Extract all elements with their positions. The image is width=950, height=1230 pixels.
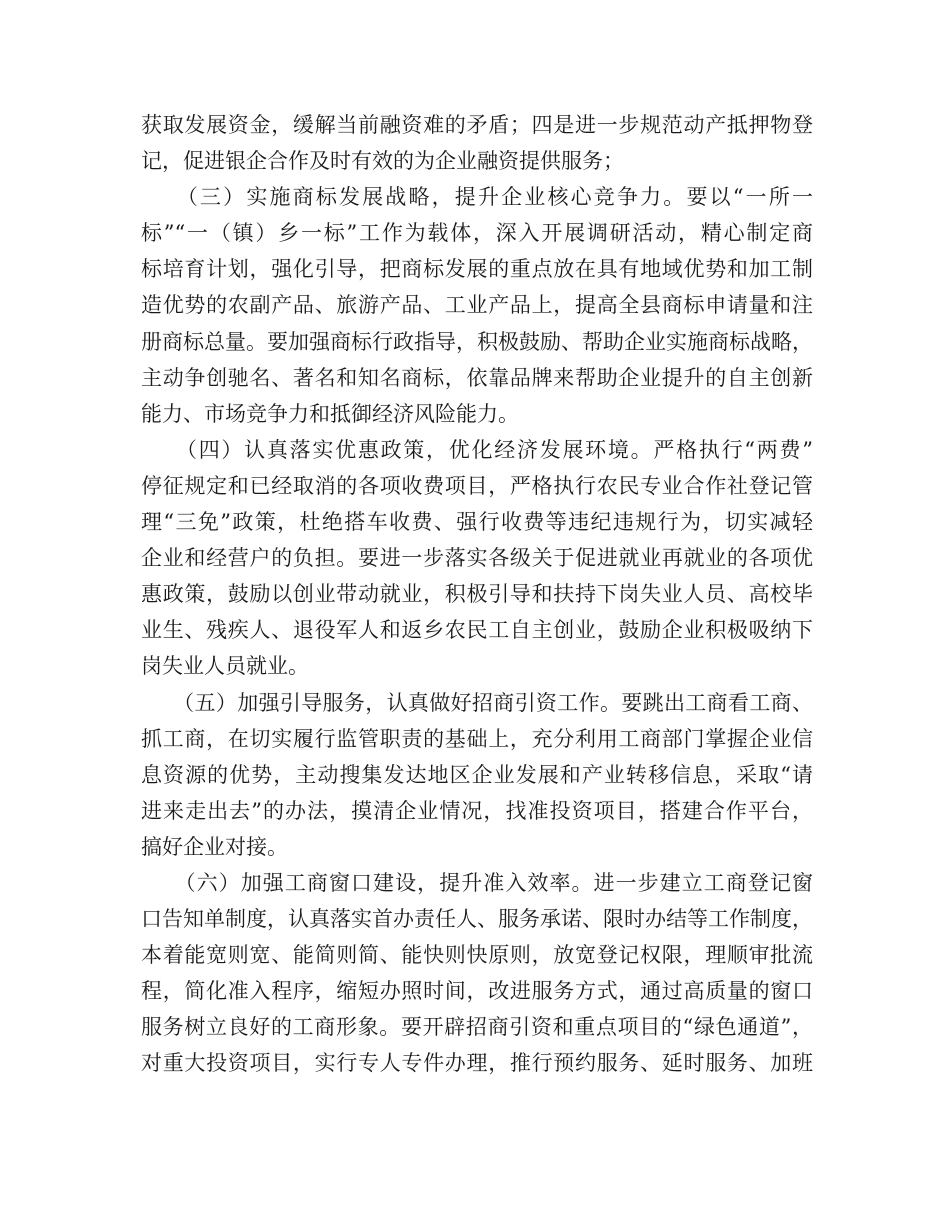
- text-line: 本着能宽则宽、能简则简、能快则快原则，放宽登记权限，理顺审批流: [141, 943, 813, 968]
- text-line: 标培育计划，强化引导，把商标发展的重点放在具有地域优势和加工制: [141, 257, 813, 282]
- text-line: （五）加强引导服务，认真做好招商引资工作。要跳出工商看工商、: [141, 690, 813, 715]
- text-line: （四）认真落实优惠政策，优化经济发展环境。严格执行“两费”: [141, 437, 813, 462]
- text-line: 获取发展资金，缓解当前融资难的矛盾；四是进一步规范动产抵押物登: [141, 113, 813, 137]
- text-line: 惠政策，鼓励以创业带动就业，积极引导和扶持下岗失业人员、高校毕: [141, 582, 813, 607]
- document-body: [141, 107, 813, 1082]
- text-line: 停征规定和已经取消的各项收费项目，严格执行农民专业合作社登记管: [141, 473, 813, 498]
- text-line: 对重大投资项目，实行专人专件办理，推行预约服务、延时服务、加班: [141, 1051, 813, 1076]
- text-line: 程，简化准入程序，缩短办照时间，改进服务方式，通过高质量的窗口: [141, 979, 813, 1004]
- text-line: 理“三免”政策，杜绝搭车收费、强行收费等违纪违规行为，切实减轻: [141, 510, 813, 535]
- text-line: 记，促进银企合作及时有效的为企业融资提供服务；: [141, 149, 624, 174]
- text-line: （六）加强工商窗口建设，提升准入效率。进一步建立工商登记窗: [141, 870, 813, 895]
- text-line: 抓工商，在切实履行监管职责的基础上，充分利用工商部门掌握企业信: [141, 726, 813, 751]
- text-line: 岗失业人员就业。: [141, 654, 309, 679]
- text-line: 能力、市场竞争力和抵御经济风险能力。: [141, 401, 519, 426]
- text-line: 息资源的优势，主动搜集发达地区企业发展和产业转移信息，采取“请: [141, 762, 813, 787]
- text-line: 业生、残疾人、退役军人和返乡农民工自主创业，鼓励企业积极吸纳下: [141, 618, 813, 643]
- text-line: 造优势的农副产品、旅游产品、工业产品上，提高全县商标申请量和注: [141, 293, 813, 318]
- text-line: 企业和经营户的负担。要进一步落实各级关于促进就业再就业的各项优: [141, 546, 813, 571]
- text-line: 主动争创驰名、著名和知名商标，依靠品牌来帮助企业提升的自主创新: [141, 365, 813, 390]
- text-line: 进来走出去”的办法，摸清企业情况，找准投资项目，搭建合作平台，: [141, 798, 813, 823]
- text-line: 搞好企业对接。: [141, 834, 288, 859]
- text-line: 标”“一（镇）乡一标”工作为载体，深入开展调研活动，精心制定商: [141, 221, 813, 246]
- text-line: （三）实施商标发展战略，提升企业核心竞争力。要以“一所一: [141, 185, 813, 210]
- text-line: 服务树立良好的工商形象。要开辟招商引资和重点项目的“绿色通道”，: [141, 1015, 813, 1040]
- text-line: 口告知单制度，认真落实首办责任人、服务承诺、限时办结等工作制度，: [141, 907, 813, 932]
- text-line: 册商标总量。要加强商标行政指导，积极鼓励、帮助企业实施商标战略，: [141, 329, 813, 354]
